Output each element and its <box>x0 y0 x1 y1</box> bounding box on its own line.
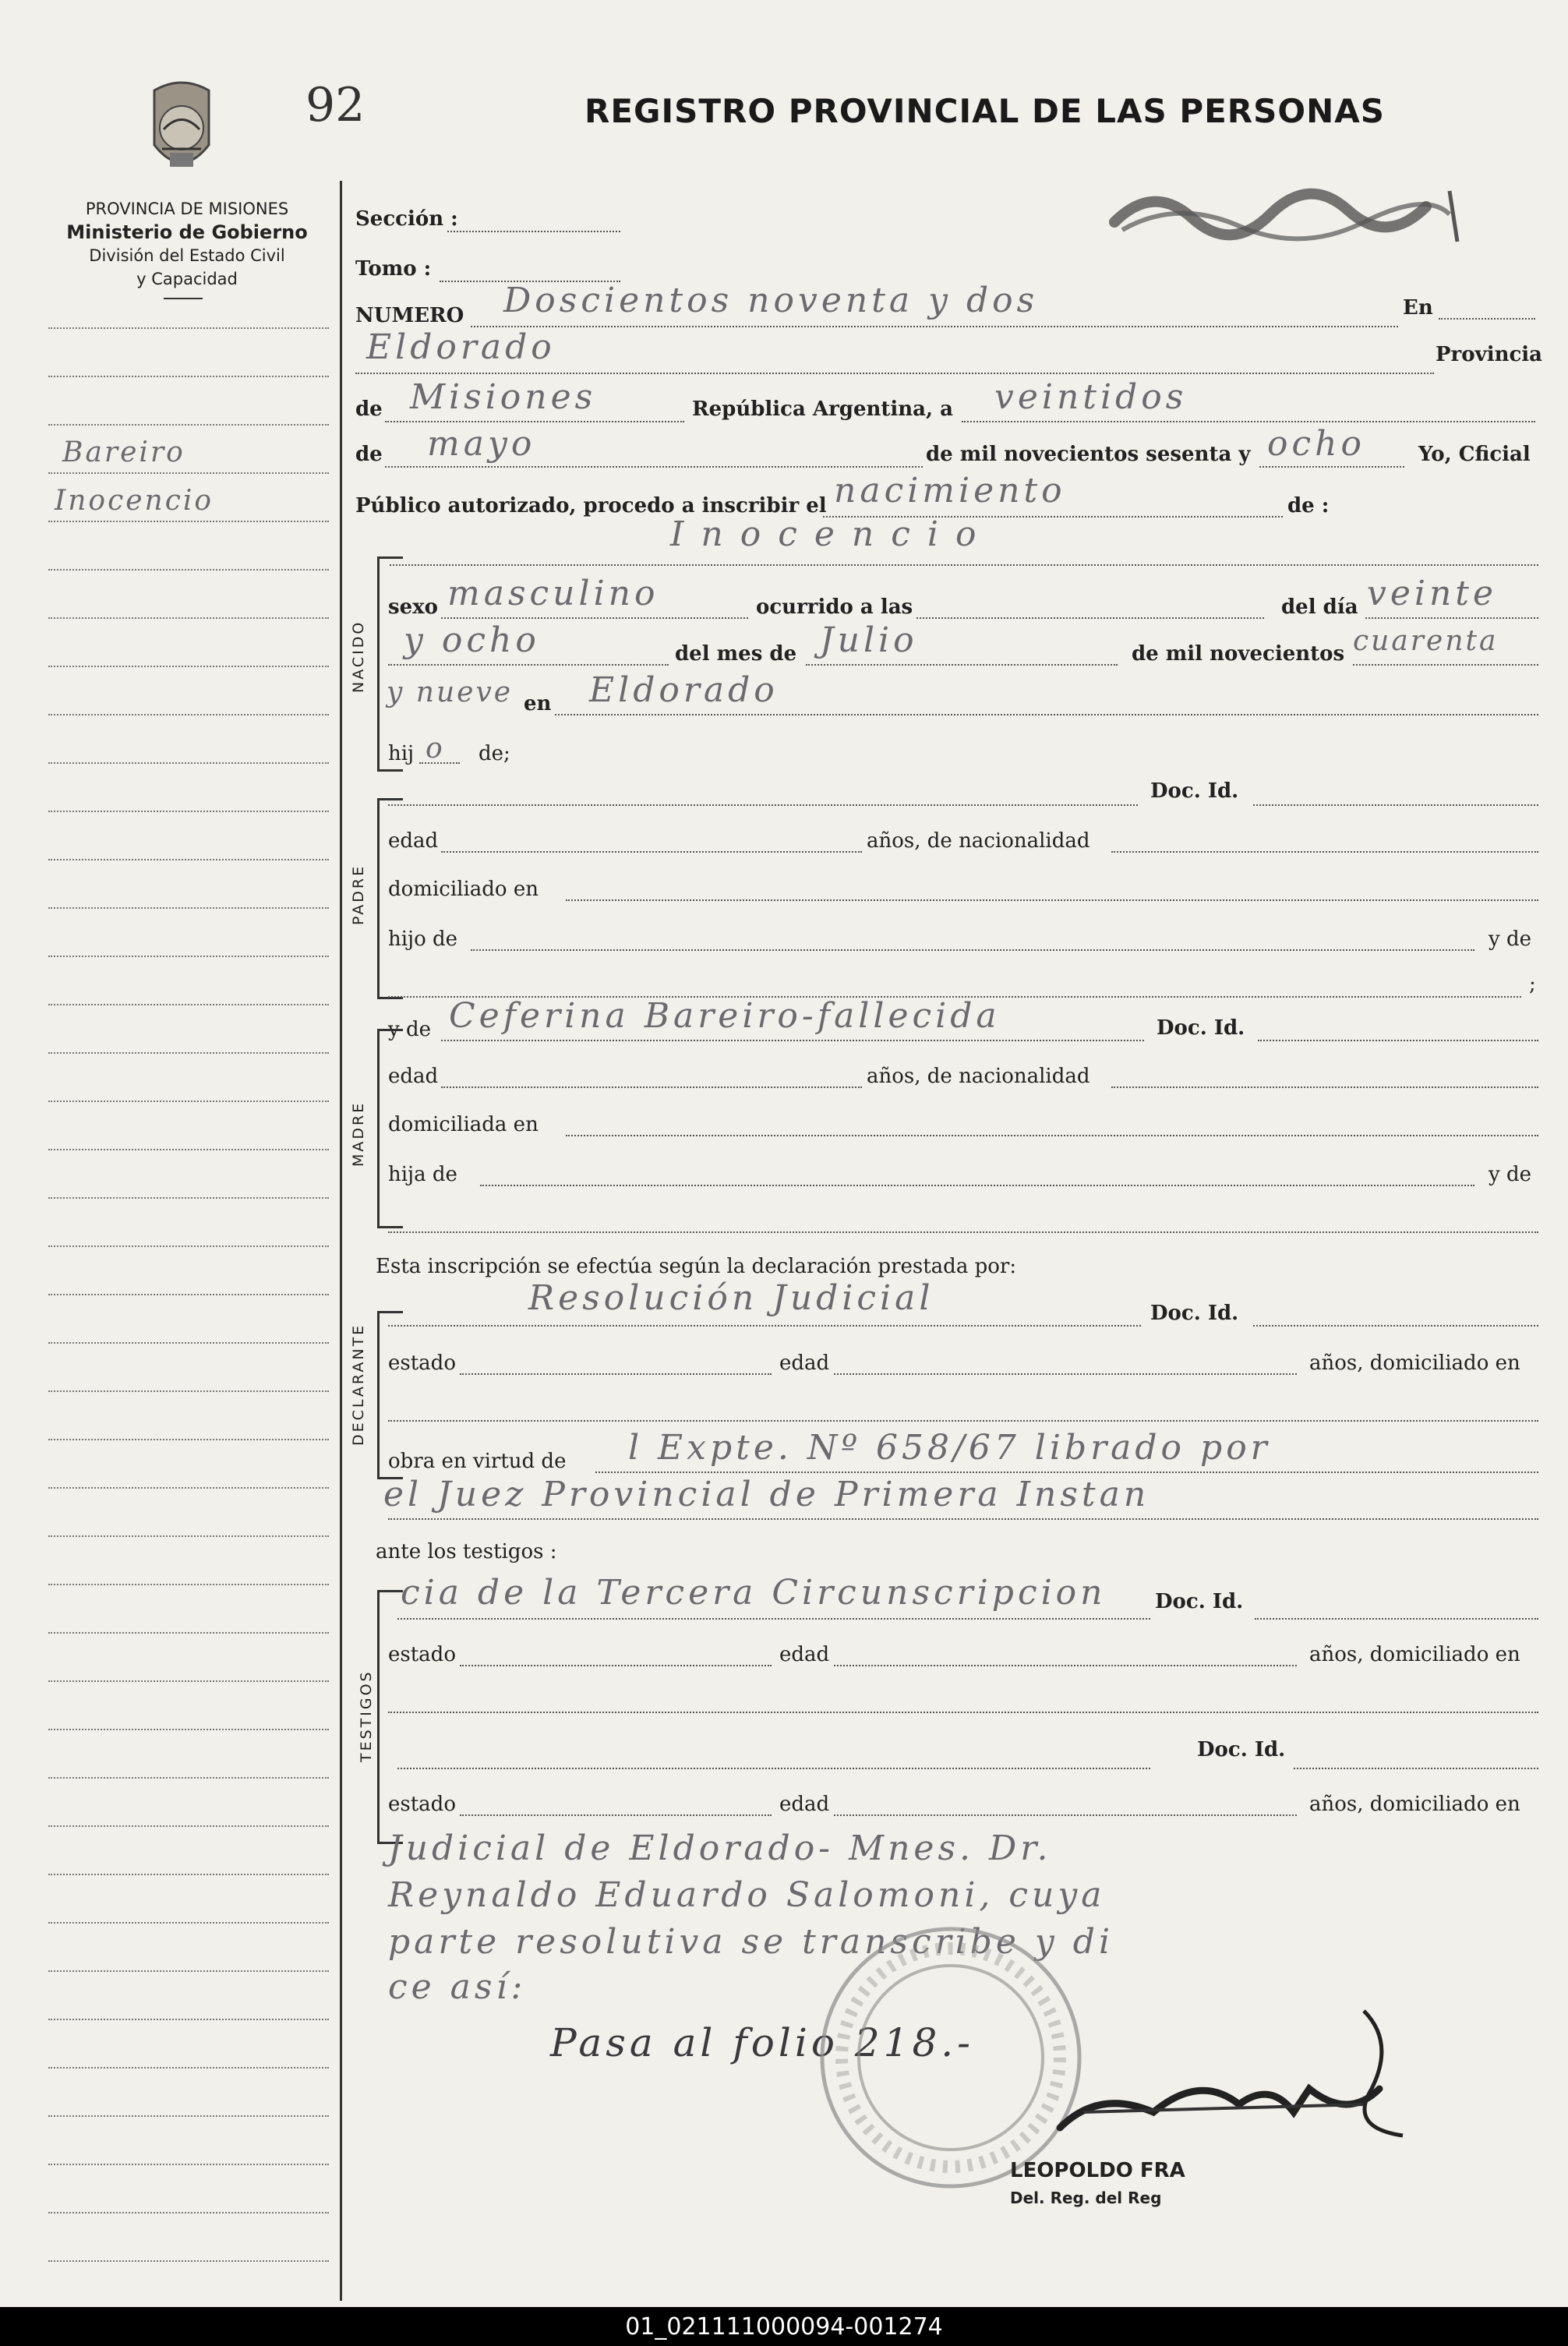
handwritten-provincia: Misiones <box>410 377 597 417</box>
label-padre-edad: edad <box>388 829 439 853</box>
left-margin-line <box>48 2067 329 2069</box>
handwritten-mes-nac: Julio <box>820 620 918 660</box>
left-margin-line <box>48 762 329 764</box>
label-de-2: de <box>355 443 383 466</box>
label-hij: hij <box>388 742 415 765</box>
side-label-padre: PADRE <box>350 864 367 925</box>
left-margin-line <box>48 1777 329 1779</box>
handwritten-acto: nacimiento <box>834 471 1066 511</box>
side-label-testigos: TESTIGOS <box>358 1669 375 1762</box>
en-field-end <box>1439 318 1535 320</box>
madre-edad-field <box>441 1086 862 1088</box>
org-capacity: y Capacidad <box>136 270 238 288</box>
handwritten-texto-4: ce así: <box>388 1967 527 2007</box>
handwritten-anio: ocho <box>1267 424 1365 464</box>
left-margin-line <box>48 859 329 860</box>
handwritten-sexo: masculino <box>447 574 659 613</box>
madre-hija-de-field <box>480 1185 1474 1186</box>
label-padre-hijo-de: hijo de <box>388 927 458 951</box>
label-madre-nacionalidad: años, de nacionalidad <box>867 1065 1090 1088</box>
madre-doc-field <box>1258 1040 1538 1041</box>
label-publico: Público autorizado, procedo a inscribir el <box>355 494 827 518</box>
testigo-1-doc-field <box>1255 1618 1538 1620</box>
handwritten-madre: Ceferina Bareiro-fallecida <box>449 996 1001 1036</box>
coat-of-arms-icon <box>139 75 224 184</box>
left-margin-line <box>48 1970 329 1972</box>
declarante-estado-field <box>460 1373 772 1375</box>
label-yo-oficial: Yo, Cficial <box>1418 443 1531 466</box>
label-mil-sesenta: de mil novecientos sesenta y <box>926 443 1251 466</box>
handwritten-dia: veintidos <box>994 377 1188 417</box>
label-testigo-2-domicilio: años, domiciliado en <box>1309 1793 1520 1816</box>
handwritten-texto-3: parte resolutiva se transcribe y di <box>388 1922 1114 1962</box>
padre-domicilio-field <box>566 899 1538 901</box>
hora-field <box>916 617 1264 619</box>
left-margin-line <box>48 2115 329 2117</box>
padre-name-field <box>388 804 1138 806</box>
left-margin-line <box>48 472 329 474</box>
handwritten-nombre: Inocencio <box>670 514 994 554</box>
label-ocurrido: ocurrido a las <box>756 595 913 619</box>
label-padre-domicilio: domiciliado en <box>388 878 539 901</box>
testigo-2-estado-field <box>460 1814 772 1816</box>
handwritten-obra-3: cia de la Tercera Circunscripcion <box>401 1573 1107 1613</box>
label-en: En <box>1403 296 1433 320</box>
label-numero: NUMERO <box>355 304 464 327</box>
side-label-declarante: DECLARANTE <box>350 1323 367 1446</box>
handwritten-dia-nac-2: y ocho <box>404 620 540 660</box>
madre-abuela-field <box>388 1231 1538 1233</box>
handwritten-dia-nac-1: veinte <box>1367 574 1498 613</box>
declarante-domicilio-field <box>388 1420 1538 1422</box>
handwritten-texto-1: Judicial de Eldorado- Mnes. Dr. <box>388 1828 1052 1868</box>
left-margin-line <box>48 1101 329 1102</box>
mes-nac-field <box>806 664 1118 666</box>
label-padre-y-de: y de <box>1489 927 1531 951</box>
handwritten-hij-suffix: o <box>426 733 445 765</box>
signature-icon <box>1037 1995 1442 2159</box>
left-margin-line <box>48 1004 329 1005</box>
provincia-field <box>385 421 684 422</box>
label-testigo-2-doc-id: Doc. Id. <box>1197 1738 1286 1761</box>
label-del-dia: del día <box>1281 595 1358 619</box>
left-margin-line <box>48 1922 329 1924</box>
madre-domicilio-field <box>566 1135 1538 1136</box>
label-testigo-1-edad: edad <box>779 1643 830 1666</box>
label-de-semi: de; <box>479 742 510 765</box>
handwritten-anio-nac-1: cuarenta <box>1353 625 1499 657</box>
main-divider <box>340 181 342 2301</box>
label-madre-domicilio: domiciliada en <box>388 1113 539 1136</box>
lugar-field <box>355 373 1434 374</box>
lugar-nac-field <box>555 714 1538 715</box>
left-margin-line <box>48 327 329 329</box>
left-margin-line <box>48 666 329 667</box>
label-padre-doc-id: Doc. Id. <box>1150 779 1239 803</box>
handwritten-mes: mayo <box>427 424 536 464</box>
testigo-1-name-field <box>397 1618 1150 1620</box>
padre-nacionalidad-field <box>1111 851 1538 853</box>
left-margin-line <box>48 2164 329 2165</box>
anio-nac-field <box>1353 664 1538 666</box>
left-margin-line <box>48 714 329 715</box>
side-label-nacido: NACIDO <box>350 620 367 693</box>
label-de: de <box>355 397 383 421</box>
left-margin-line <box>48 1052 329 1054</box>
label-testigos: ante los testigos : <box>376 1540 557 1563</box>
left-margin-line <box>48 376 329 377</box>
label-testigo-2-estado: estado <box>388 1793 456 1816</box>
left-margin-line <box>48 1729 329 1730</box>
label-de-colon: de : <box>1287 494 1330 518</box>
left-margin-line <box>48 1874 329 1875</box>
handwritten-declarante: Resolución Judicial <box>528 1278 934 1318</box>
label-declaracion: Esta inscripción se efectúa según la declaración prestada por: <box>376 1255 1017 1278</box>
testigo-1-estado-field <box>460 1665 772 1666</box>
handwritten-pasa: Pasa al folio 218.- <box>550 2020 975 2065</box>
org-division: División del Estado Civil <box>89 246 285 265</box>
left-margin-line <box>48 811 329 812</box>
org-province: PROVINCIA DE MISIONES <box>85 200 289 218</box>
left-margin-line <box>48 1680 329 1682</box>
label-declarante-domicilio: años, domiciliado en <box>1309 1351 1520 1375</box>
label-sexo: sexo <box>388 595 439 619</box>
label-declarante-doc-id: Doc. Id. <box>1150 1302 1239 1325</box>
label-declarante-estado: estado <box>388 1351 456 1375</box>
left-margin-line <box>48 956 329 957</box>
left-margin-line <box>48 1294 329 1295</box>
label-padre-nacionalidad: años, de nacionalidad <box>867 829 1090 853</box>
left-margin-line <box>48 1487 329 1489</box>
numero-field <box>471 326 1398 327</box>
handwritten-obra-2: el Juez Provincial de Primera Instan <box>383 1475 1150 1514</box>
org-ministry: Ministerio de Gobierno <box>66 221 308 243</box>
left-margin-line <box>48 1632 329 1634</box>
label-seccion: Sección : <box>355 207 458 231</box>
left-margin-line <box>48 2019 329 2020</box>
margin-given-name: Inocencio <box>55 485 214 517</box>
left-margin-line <box>48 617 329 619</box>
testigo-2-name-field <box>397 1768 1150 1769</box>
label-provincia: Provincia <box>1436 343 1543 366</box>
left-margin-line <box>48 2260 329 2262</box>
page-title: REGISTRO PROVINCIAL DE LAS PERSONAS <box>584 92 1386 130</box>
padre-doc-field <box>1253 804 1538 806</box>
testigo-1-edad-field <box>834 1665 1297 1666</box>
mes-field <box>385 466 923 468</box>
image-id-bar <box>0 2307 1568 2346</box>
left-margin-line <box>48 424 329 426</box>
handwritten-lugar: Eldorado <box>366 327 556 367</box>
declarante-edad-field <box>834 1373 1297 1375</box>
margin-surname: Bareiro <box>62 436 185 468</box>
label-madre-hija-de: hija de <box>388 1163 457 1186</box>
label-madre-y-de: y de <box>388 1018 431 1041</box>
left-margin-line <box>48 1245 329 1247</box>
madre-name-field <box>441 1040 1144 1041</box>
left-margin-line <box>48 1584 329 1585</box>
left-margin-line <box>48 1439 329 1440</box>
side-label-madre: MADRE <box>350 1101 367 1167</box>
testigo-2-edad-field <box>834 1814 1297 1816</box>
sexo-field <box>441 617 748 619</box>
declarante-doc-field <box>1253 1325 1538 1327</box>
seccion-field <box>447 231 620 232</box>
anio-field <box>1259 466 1404 468</box>
page-number: 92 <box>305 78 366 132</box>
label-testigo-1-estado: estado <box>388 1643 456 1666</box>
label-madre-y-de: y de <box>1489 1163 1531 1186</box>
left-margin-line <box>48 1342 329 1344</box>
nombre-field <box>390 564 1538 566</box>
label-del-mes: del mes de <box>675 642 797 666</box>
label-madre-doc-id: Doc. Id. <box>1157 1016 1245 1040</box>
left-margin-line <box>48 1825 329 1827</box>
handwritten-anio-nac-2: y nueve <box>387 677 514 708</box>
label-republica: República Argentina, a <box>692 397 953 421</box>
label-padre-semicolon: ; <box>1529 973 1536 996</box>
left-margin-line <box>48 569 329 571</box>
left-margin-line <box>48 1535 329 1537</box>
left-margin-line <box>48 1390 329 1392</box>
label-testigo-1-doc-id: Doc. Id. <box>1155 1590 1244 1613</box>
handwritten-numero: Doscientos noventa y dos <box>503 281 1039 320</box>
label-tomo: Tomo : <box>355 257 432 281</box>
testigo-1-domicilio-field <box>388 1712 1538 1713</box>
obra-field <box>595 1472 1538 1473</box>
left-margin-line <box>48 2212 329 2214</box>
signature-title: Del. Reg. del Reg <box>1010 2189 1162 2207</box>
handwritten-obra-1: l Expte. Nº 658/67 librado por <box>628 1428 1271 1468</box>
testigo-2-doc-field <box>1294 1768 1538 1769</box>
label-declarante-edad: edad <box>779 1351 830 1375</box>
label-testigo-2-edad: edad <box>779 1793 830 1816</box>
handwritten-lugar-nac: Eldorado <box>589 670 779 710</box>
declarante-name-field <box>388 1325 1141 1327</box>
left-margin-line <box>48 521 329 522</box>
dia-field <box>962 421 1535 422</box>
label-obra: obra en virtud de <box>388 1450 567 1473</box>
image-id: 01_021111000094-001274 <box>625 2313 943 2341</box>
label-testigo-1-domicilio: años, domiciliado en <box>1309 1643 1520 1666</box>
scribble-stamp <box>1107 168 1481 253</box>
left-margin-line <box>48 907 329 909</box>
org-divider <box>164 298 203 299</box>
left-margin-line <box>48 1197 329 1199</box>
padre-edad-field <box>441 851 862 853</box>
signature-name: LEOPOLDO FRA <box>1010 2159 1185 2182</box>
obra-field-2 <box>388 1518 1538 1520</box>
left-margin-line <box>48 1149 329 1150</box>
handwritten-texto-2: Reynaldo Eduardo Salomoni, cuya <box>388 1875 1106 1915</box>
padre-hijo-de-field <box>471 949 1474 951</box>
label-mil-nov: de mil novecientos <box>1132 642 1345 666</box>
label-en-lugar: en <box>524 692 552 715</box>
dia-nac-field <box>1365 617 1538 619</box>
label-madre-edad: edad <box>388 1065 439 1088</box>
madre-nacionalidad-field <box>1111 1086 1538 1088</box>
dia-nac-cont-field <box>388 664 669 666</box>
